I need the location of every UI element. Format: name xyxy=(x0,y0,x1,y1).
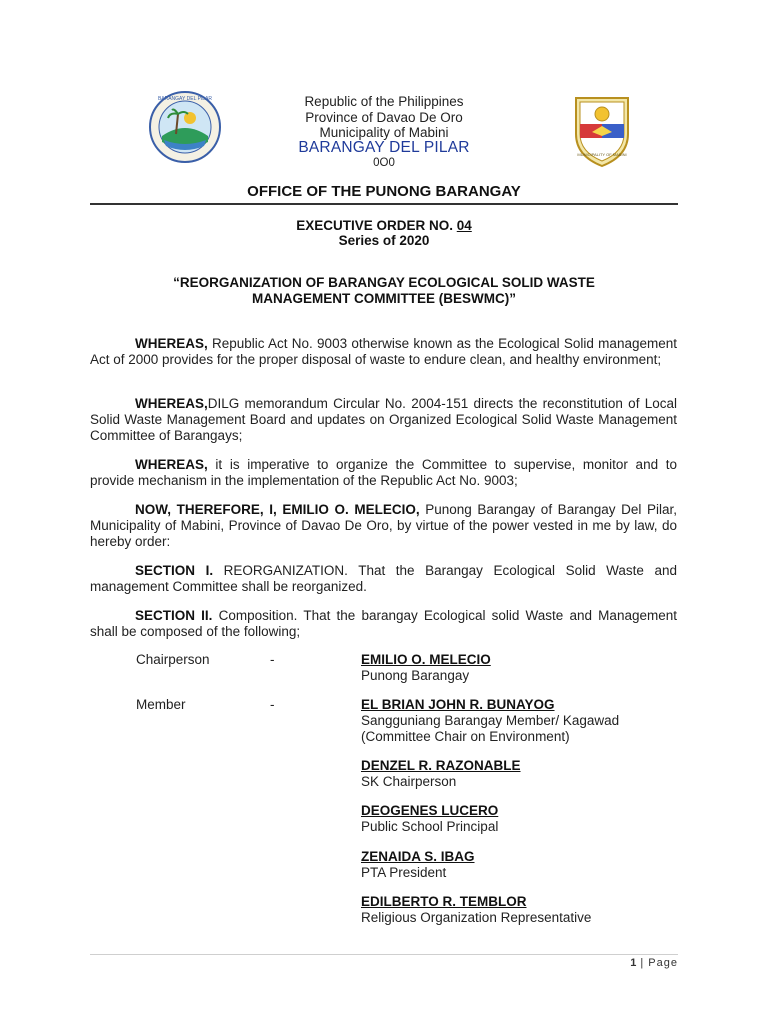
member-desc: PTA President xyxy=(361,865,447,880)
role-member: Member xyxy=(136,697,186,712)
member-name: DEOGENES LUCERO xyxy=(361,803,499,818)
page-number: 1 | Page xyxy=(630,957,678,969)
role-dash: - xyxy=(270,652,275,667)
header-municipality: Municipality of Mabini xyxy=(319,125,449,140)
member-desc: Sangguniang Barangay Member/ Kagawad xyxy=(361,713,620,728)
paragraph-section-1: SECTION I. REORGANIZATION. That the Barangay Ecological Solid Waste and management Committee shall be reorganized. xyxy=(90,563,677,594)
header-province: Province of Davao De Oro xyxy=(305,110,463,125)
svg-text:BARANGAY DEL PILAR: BARANGAY DEL PILAR xyxy=(157,96,213,102)
order-subject: “REORGANIZATION OF BARANGAY ECOLOGICAL SOLID WASTE MANAGEMENT COMMITTEE (BESWMC)” xyxy=(173,275,595,306)
role-dash: - xyxy=(270,697,275,712)
barangay-seal-logo xyxy=(148,90,222,164)
member-desc: SK Chairperson xyxy=(361,774,457,789)
executive-order-number: EXECUTIVE ORDER NO. 04 xyxy=(296,218,472,233)
member-desc: Public School Principal xyxy=(361,819,499,834)
member-desc-extra: (Committee Chair on Environment) xyxy=(361,729,570,744)
header-barangay: BARANGAY DEL PILAR xyxy=(298,139,470,156)
municipality-seal-logo xyxy=(570,90,634,170)
role-chairperson: Chairperson xyxy=(136,652,210,667)
member-name: EMILIO O. MELECIO xyxy=(361,652,491,667)
executive-order-series: Series of 2020 xyxy=(338,233,430,248)
member-desc: Religious Organization Representative xyxy=(361,910,592,925)
svg-text:MUNICIPALITY OF MABINI: MUNICIPALITY OF MABINI xyxy=(577,152,627,157)
footer-divider xyxy=(90,954,678,955)
header-republic: Republic of the Philippines xyxy=(304,94,464,109)
member-name: ZENAIDA S. IBAG xyxy=(361,849,475,864)
paragraph-now-therefore: NOW, THEREFORE, I, EMILIO O. MELECIO, Punong Barangay of Barangay Del Pilar, Municipality of Mabini, Province of Davao De Oro, by virtue of the power vested in me by law, do hereby order: xyxy=(90,502,677,549)
paragraph-whereas-2: WHEREAS,DILG memorandum Circular No. 2004-151 directs the reconstitution of Local Solid Waste Management Board and updates on Organized Ecological Solid Waste Management Committee of Barangays; xyxy=(90,396,677,443)
paragraph-whereas-3: WHEREAS, it is imperative to organize the Committee to supervise, monitor and to provide mechanism in the implementation of the Republic Act No. 9003; xyxy=(90,457,677,488)
member-desc: Punong Barangay xyxy=(361,668,470,683)
header-divider xyxy=(90,203,678,205)
member-name: DENZEL R. RAZONABLE xyxy=(361,758,521,773)
office-title: OFFICE OF THE PUNONG BARANGAY xyxy=(247,183,521,200)
paragraph-section-2: SECTION II. Composition. That the barangay Ecological solid Waste and Management shall be composed of the following; xyxy=(90,608,677,639)
paragraph-whereas-1: WHEREAS, Republic Act No. 9003 otherwise known as the Ecological Solid management Act of 2000 provides for the proper disposal of waste to endure clean, and healthy environment; xyxy=(90,336,677,367)
header-ornament: 0O0 xyxy=(373,157,395,169)
order-number: 04 xyxy=(456,218,472,233)
member-name: EDILBERTO R. TEMBLOR xyxy=(361,894,527,909)
member-name: EL BRIAN JOHN R. BUNAYOG xyxy=(361,697,555,712)
